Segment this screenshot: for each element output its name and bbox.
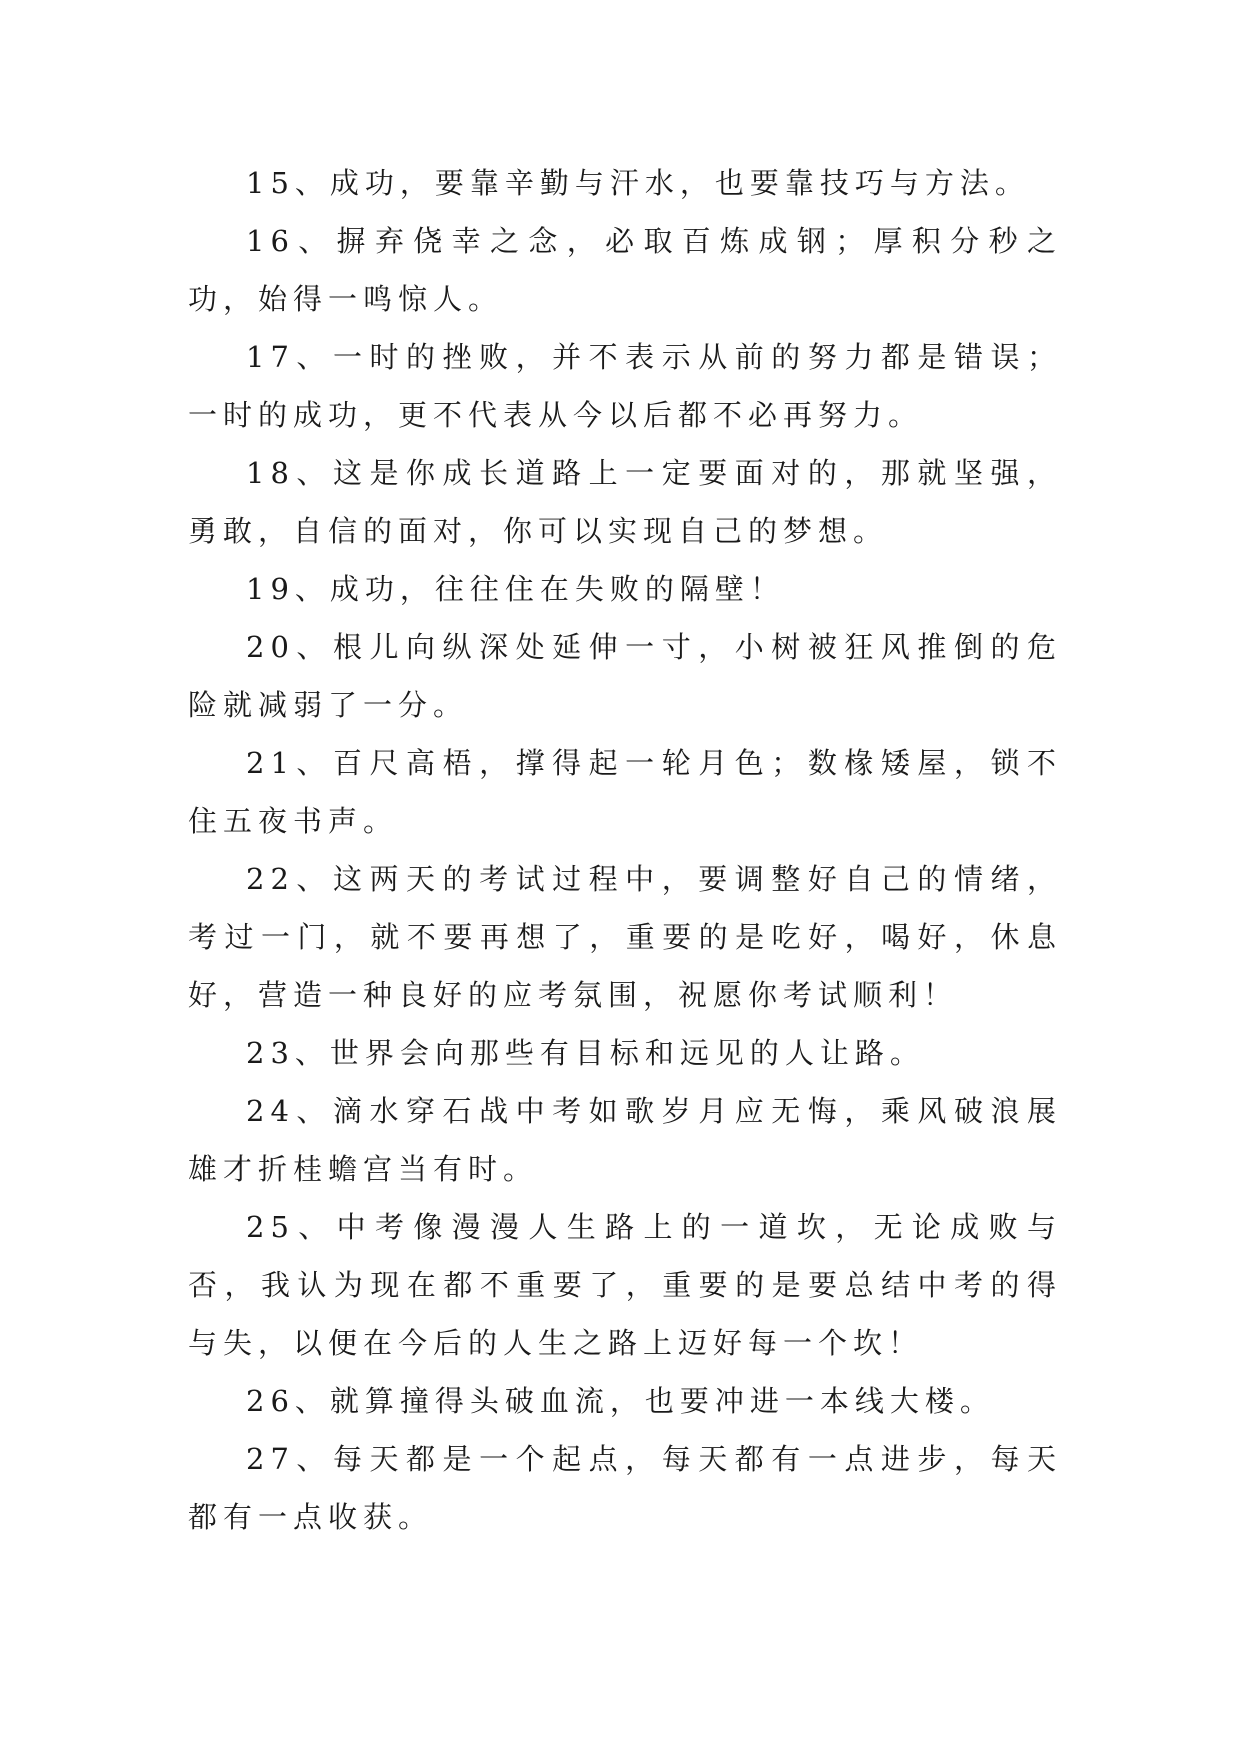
paragraph-19: 19、成功，往往住在失败的隔壁！ bbox=[246, 572, 785, 606]
paragraph-22: 22、这两天的考试过程中，要调整好自己的情绪，考过一门，就不要再想了，重要的是吃好，喝好，休息好，营造一种良好的应考氛围，祝愿你考试顺利！ bbox=[188, 862, 1062, 1012]
paragraph-26: 26、就算撞得头破血流，也要冲进一本线大楼。 bbox=[246, 1384, 995, 1418]
paragraph-15: 15、成功，要靠辛勤与汗水，也要靠技巧与方法。 bbox=[246, 166, 1030, 200]
paragraph-18: 18、这是你成长道路上一定要面对的，那就坚强，勇敢，自信的面对，你可以实现自己的梦想。 bbox=[188, 456, 1062, 548]
paragraph-21: 21、百尺高梧，撑得起一轮月色；数椽矮屋，锁不住五夜书声。 bbox=[188, 746, 1062, 838]
paragraph-17: 17、一时的挫败，并不表示从前的努力都是错误；一时的成功，更不代表从今以后都不必再努力。 bbox=[188, 340, 1062, 432]
paragraph-23: 23、世界会向那些有目标和远见的人让路。 bbox=[246, 1036, 925, 1070]
paragraph-24: 24、滴水穿石战中考如歌岁月应无悔，乘风破浪展雄才折桂蟾宫当有时。 bbox=[188, 1094, 1062, 1186]
paragraph-25: 25、中考像漫漫人生路上的一道坎，无论成败与否，我认为现在都不重要了，重要的是要总结中考的得与失，以便在今后的人生之路上迈好每一个坎！ bbox=[188, 1210, 1062, 1360]
paragraph-16: 16、摒弃侥幸之念，必取百炼成钢；厚积分秒之功，始得一鸣惊人。 bbox=[188, 224, 1062, 316]
paragraph-20: 20、根儿向纵深处延伸一寸，小树被狂风推倒的危险就减弱了一分。 bbox=[188, 630, 1062, 722]
document-body bbox=[188, 154, 1062, 1546]
paragraph-27: 27、每天都是一个起点，每天都有一点进步，每天都有一点收获。 bbox=[188, 1442, 1062, 1534]
